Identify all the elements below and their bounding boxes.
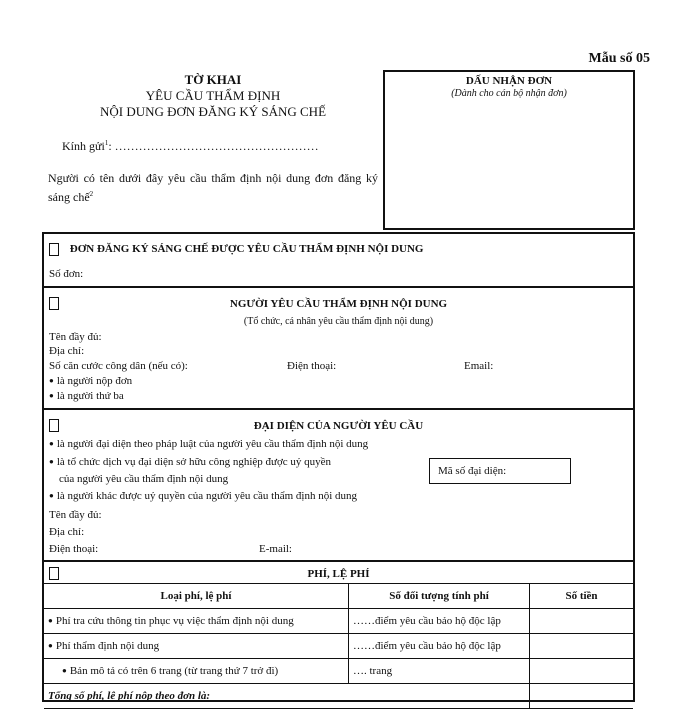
checkbox-icon[interactable] <box>49 243 59 256</box>
footnote-2: 2 <box>89 190 94 198</box>
form-number: Mẫu số 05 <box>588 51 650 66</box>
fees-header-row <box>44 584 633 609</box>
fees-total-label: Tổng số phí, lệ phí nộp theo đơn là: <box>44 684 530 709</box>
requester-email-field[interactable]: Email: <box>464 360 494 372</box>
stamp-title: DẤU NHẬN ĐƠN <box>465 75 553 87</box>
section-requester-subheading: (Tổ chức, cá nhân yêu cầu thẩm định nội dung) <box>243 316 434 327</box>
section-fees-heading: PHÍ, LỆ PHÍ <box>307 568 370 580</box>
section-requester-heading: NGƯỜI YÊU CẦU THẨM ĐỊNH NỘI DUNG <box>229 298 448 310</box>
section-application-heading: ĐƠN ĐĂNG KÝ SÁNG CHẾ ĐƯỢC YÊU CẦU THẨM ĐỊNH NỘI DUNG <box>69 243 424 256</box>
table-row <box>44 634 633 659</box>
fee-type-cell: ● Bản mô tả có trên 6 trang (từ trang thứ 7 trở đi) <box>44 659 349 684</box>
option-applicant[interactable]: ● là người nộp đơn <box>49 375 132 387</box>
fee-amount-cell[interactable] <box>530 659 634 684</box>
fee-count-cell[interactable]: …. trang <box>349 659 530 684</box>
fees-total-amount[interactable] <box>530 684 634 709</box>
fee-amount-cell[interactable] <box>530 609 634 634</box>
fees-total-row <box>44 684 633 709</box>
stamp-subtitle: (Dành cho cán bộ nhận đơn) <box>451 88 567 99</box>
section-representative-heading: ĐẠI DIỆN CỦA NGƯỜI YÊU CẦU <box>253 420 424 432</box>
section-requester <box>42 288 635 410</box>
requester-name-field[interactable]: Tên đầy đủ: <box>49 331 102 343</box>
fees-col-type: Loại phí, lệ phí <box>44 584 349 609</box>
title-line-1: TỜ KHAI <box>184 72 242 87</box>
section-application <box>42 232 635 288</box>
requester-address-field[interactable]: Địa chỉ: <box>49 345 85 357</box>
table-row <box>44 609 633 634</box>
representative-name-field[interactable]: Tên đầy đủ: <box>49 509 102 521</box>
table-row <box>44 659 633 684</box>
option-ip-agent[interactable]: ● là tổ chức dịch vụ đại diện sở hữu công nghiệp được uỷ quyền <box>49 456 331 468</box>
requester-id-field[interactable]: Số căn cước công dân (nếu có): <box>49 360 188 372</box>
option-legal-representative[interactable]: ● là người đại diện theo pháp luật của người yêu cầu thẩm định nội dung <box>49 438 368 450</box>
representative-email-field[interactable]: E-mail: <box>259 543 292 555</box>
form-title <box>48 72 378 120</box>
fees-table <box>44 583 633 709</box>
representative-phone-field[interactable]: Điện thoại: <box>49 543 99 555</box>
fee-amount-cell[interactable] <box>530 634 634 659</box>
fee-count-cell[interactable]: ……điểm yêu cầu bảo hộ độc lập <box>349 609 530 634</box>
intro-text: Người có tên dưới đây yêu cầu thẩm định nội dung đơn đăng ký sáng chế$^2$ <box>48 171 378 204</box>
receipt-stamp-box <box>383 70 635 230</box>
option-third-party[interactable]: ● là người thứ ba <box>49 390 124 402</box>
section-fees <box>42 562 635 702</box>
application-number-field[interactable]: Số đơn: <box>49 268 84 280</box>
fee-type-cell: ● Phí tra cứu thông tin phục vụ việc thẩm định nội dung <box>44 609 349 634</box>
addressee-line[interactable] <box>62 139 319 154</box>
title-line-2: YÊU CẦU THẨM ĐỊNH <box>145 88 281 103</box>
fees-col-amount: Số tiền <box>530 584 634 609</box>
addressee-dots: : …………………………………………… <box>108 139 319 153</box>
section-representative <box>42 410 635 562</box>
representative-address-field[interactable]: Địa chỉ: <box>49 526 85 538</box>
option-ip-agent-cont: của người yêu cầu thẩm định nội dung <box>59 473 229 485</box>
addressee-label: Kính gửi <box>62 139 105 153</box>
requester-phone-field[interactable]: Điện thoại: <box>287 360 337 372</box>
fee-count-cell[interactable]: ……điểm yêu cầu bảo hộ độc lập <box>349 634 530 659</box>
option-other-authorized[interactable]: ● là người khác được uỷ quyền của người yêu cầu thẩm định nội dung <box>49 490 357 502</box>
representative-code-label: Mã số đại diện: <box>438 465 507 477</box>
representative-code-box[interactable] <box>429 458 571 484</box>
fee-type-cell: ● Phí thẩm định nội dung <box>44 634 349 659</box>
title-line-3: NỘI DUNG ĐƠN ĐĂNG KÝ SÁNG CHẾ <box>99 104 327 119</box>
fees-col-count: Số đối tượng tính phí <box>349 584 530 609</box>
footnote-1: 1 <box>104 139 109 147</box>
